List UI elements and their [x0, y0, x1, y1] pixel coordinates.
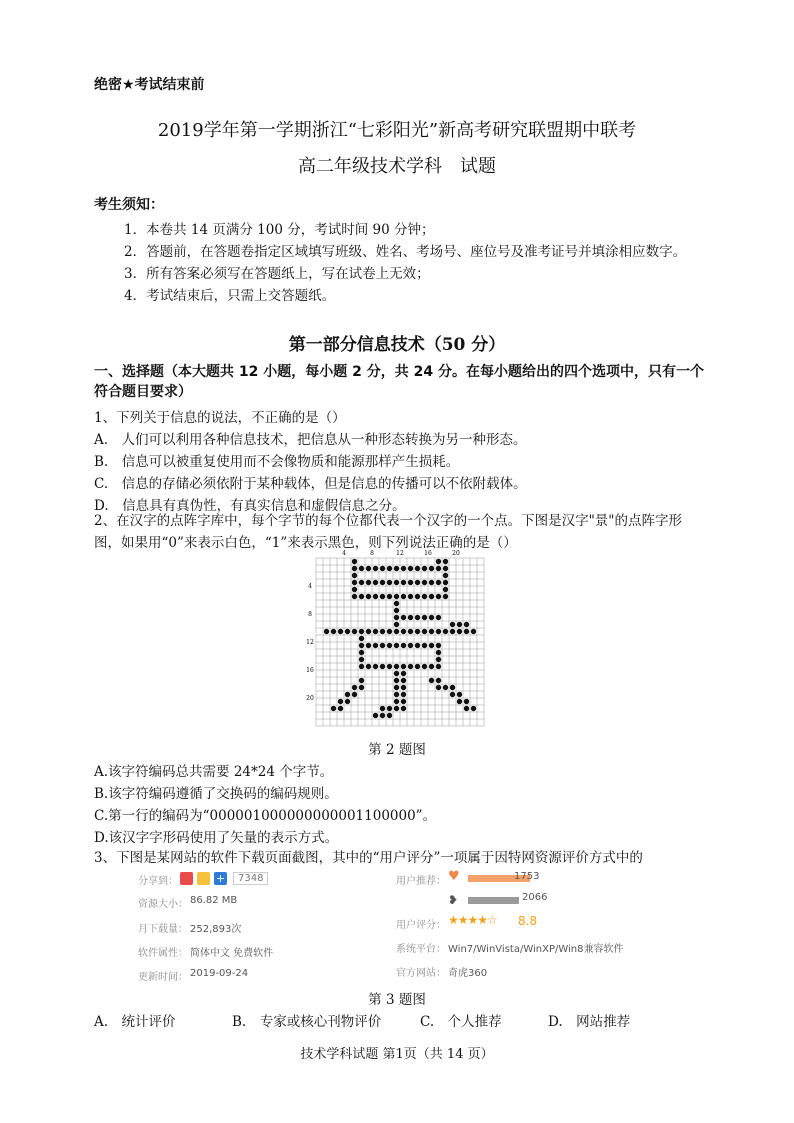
matrix-dot — [401, 580, 406, 585]
matrix-dot — [408, 566, 413, 571]
matrix-dot — [443, 573, 448, 578]
matrix-dot — [380, 580, 385, 585]
row-label: 20 — [306, 695, 314, 702]
matrix-dot — [457, 622, 462, 627]
matrix-dot — [422, 643, 427, 648]
matrix-dot — [345, 692, 350, 697]
recommend-label: 用户推荐： — [396, 876, 446, 887]
matrix-dot — [457, 629, 462, 634]
col-label: 4 — [342, 550, 346, 557]
matrix-dot — [387, 580, 392, 585]
matrix-dot — [401, 685, 406, 690]
size-value: 86.82 MB — [190, 895, 238, 906]
matrix-dot — [401, 699, 406, 704]
matrix-dot — [422, 629, 427, 634]
matrix-dot — [352, 580, 357, 585]
matrix-dot — [443, 566, 448, 571]
weibo-icon — [180, 872, 193, 885]
matrix-dot — [373, 629, 378, 634]
dislike-bar — [468, 897, 519, 904]
matrix-dot — [366, 580, 371, 585]
matrix-dot — [408, 643, 413, 648]
matrix-dot — [394, 706, 399, 711]
matrix-dot — [401, 566, 406, 571]
share-count: 7348 — [233, 872, 268, 885]
matrix-dot — [338, 706, 343, 711]
row-label: 12 — [306, 639, 314, 646]
matrix-dot — [443, 587, 448, 592]
matrix-dot — [394, 608, 399, 613]
matrix-dot — [380, 664, 385, 669]
matrix-dot — [352, 566, 357, 571]
platform-label: 系统平台： — [396, 944, 446, 955]
matrix-dot — [394, 629, 399, 634]
matrix-dot — [429, 580, 434, 585]
matrix-dot — [359, 636, 364, 641]
matrix-dot — [415, 594, 420, 599]
matrix-dot — [471, 629, 476, 634]
matrix-dot — [366, 594, 371, 599]
matrix-dot — [373, 643, 378, 648]
rating-value: 8.8 — [518, 914, 538, 928]
matrix-dot — [436, 629, 441, 634]
matrix-dot — [429, 678, 434, 683]
q2-option-a: A.该字符编码总共需要 24*24 个字节。 — [94, 764, 334, 780]
matrix-dot — [352, 559, 357, 564]
matrix-dot — [359, 580, 364, 585]
matrix-dot — [464, 629, 469, 634]
matrix-dot — [373, 664, 378, 669]
matrix-dot — [345, 629, 350, 634]
matrix-dot — [387, 664, 392, 669]
matrix-dot — [450, 692, 455, 697]
matrix-dot — [401, 678, 406, 683]
platform-value: Win7/WinVista/WinXP/Win8兼容软件 — [448, 944, 624, 955]
matrix-dot — [429, 629, 434, 634]
matrix-dot — [443, 629, 448, 634]
matrix-dot — [380, 713, 385, 718]
q2-stem: 2、在汉字的点阵字库中，每个字节的每个位都代表一个汉字的一个点。下图是汉字"景"的点阵字形图，如果用“0”来表示白色，“1”来表示黑色，则下列说法正确的是（） — [94, 513, 683, 551]
matrix-dot — [394, 664, 399, 669]
matrix-dot — [352, 573, 357, 578]
col-label: 12 — [396, 550, 404, 557]
matrix-dot — [394, 580, 399, 585]
col-label: 20 — [452, 550, 460, 557]
matrix-dot — [429, 615, 434, 620]
matrix-dot — [394, 671, 399, 676]
matrix-dot — [331, 706, 336, 711]
share-label: 分享到： — [138, 876, 178, 887]
matrix-dot — [366, 566, 371, 571]
notice-item: 1．本卷共 14 页满分 100 分，考试时间 90 分钟； — [124, 222, 435, 238]
matrix-dot — [359, 685, 364, 690]
matrix-dot — [359, 650, 364, 655]
matrix-dot — [464, 706, 469, 711]
row-label: 16 — [306, 667, 314, 674]
row-label: 8 — [308, 611, 312, 618]
matrix-dot — [436, 650, 441, 655]
matrix-dot — [415, 629, 420, 634]
matrix-dot — [387, 643, 392, 648]
q3-option-a: A. 统计评价 — [94, 1014, 176, 1030]
matrix-dot — [436, 685, 441, 690]
matrix-dot — [429, 566, 434, 571]
matrix-dot — [387, 706, 392, 711]
q3-stem: 3、下图是某网站的软件下载页面截图，其中的“用户评分”一项属于因特网资源评价方式中的 — [94, 850, 643, 866]
notice-item: 3．所有答案必须写在答题纸上，写在试卷上无效； — [124, 266, 430, 282]
q3-option-d: D. 网站推荐 — [548, 1014, 631, 1030]
matrix-dot — [408, 664, 413, 669]
part-heading: 第一部分信息技术（50 分） — [288, 335, 506, 355]
matrix-dot — [359, 678, 364, 683]
matrix-dot — [429, 664, 434, 669]
matrix-dot — [359, 657, 364, 662]
matrix-dot — [380, 566, 385, 571]
matrix-dot — [436, 664, 441, 669]
q3-option-c: C. 个人推荐 — [420, 1014, 502, 1030]
notice-item: 2．答题前，在答题卷指定区域填写班级、姓名、考场号、座位号及准考证号并填涂相应数字。 — [124, 244, 687, 260]
matrix-dot — [436, 566, 441, 571]
col-label: 8 — [370, 550, 374, 557]
site-value: 奇虎360 — [448, 968, 488, 979]
matrix-dot — [359, 664, 364, 669]
matrix-dot — [401, 671, 406, 676]
matrix-dot — [338, 699, 343, 704]
dot-matrix-figure — [300, 548, 496, 730]
q2-caption: 第 2 题图 — [368, 742, 426, 758]
matrix-dot — [366, 643, 371, 648]
matrix-dot — [394, 601, 399, 606]
matrix-dot — [457, 699, 462, 704]
matrix-dot — [422, 580, 427, 585]
exam-subtitle: 高二年级技术学科 试题 — [298, 156, 496, 177]
matrix-dot — [359, 643, 364, 648]
matrix-dot — [436, 559, 441, 564]
site-label: 官方网站： — [396, 968, 446, 979]
matrix-dot — [422, 566, 427, 571]
matrix-dot — [464, 699, 469, 704]
matrix-dot — [394, 692, 399, 697]
confidential-label: 绝密★考试结束前 — [94, 77, 205, 93]
matrix-dot — [352, 587, 357, 592]
matrix-dot — [436, 678, 441, 683]
q3-caption: 第 3 题图 — [368, 992, 426, 1008]
matrix-dot — [338, 629, 343, 634]
matrix-dot — [450, 629, 455, 634]
matrix-dot — [352, 629, 357, 634]
matrix-dot — [443, 594, 448, 599]
matrix-dot — [387, 566, 392, 571]
matrix-dot — [422, 664, 427, 669]
matrix-dot — [359, 566, 364, 571]
matrix-dot — [331, 629, 336, 634]
matrix-dot — [415, 566, 420, 571]
qzone-star-icon — [197, 872, 210, 885]
matrix-dot — [436, 594, 441, 599]
matrix-dot — [429, 643, 434, 648]
matrix-dot — [352, 692, 357, 697]
matrix-dot — [359, 629, 364, 634]
matrix-dot — [457, 692, 462, 697]
matrix-dot — [373, 594, 378, 599]
dislike-count: 2066 — [522, 892, 548, 903]
q2-option-d: D.该汉字字形码使用了矢量的表示方式。 — [94, 830, 339, 846]
matrix-dot — [408, 629, 413, 634]
matrix-dot — [443, 580, 448, 585]
broken-heart-icon: ❥ — [448, 893, 459, 907]
matrix-dot — [401, 692, 406, 697]
size-label: 资源大小： — [138, 899, 188, 910]
update-value: 2019-09-24 — [190, 968, 249, 979]
matrix-dot — [394, 566, 399, 571]
heart-icon: ♥ — [448, 869, 460, 884]
matrix-dot — [464, 622, 469, 627]
q2-option-c: C.第一行的编码为“000001000000000001100000”。 — [94, 808, 437, 824]
col-label: 16 — [424, 550, 432, 557]
download-page-screenshot — [130, 866, 660, 984]
exam-title: 2019学年第一学期浙江“七彩阳光”新高考研究联盟期中联考 — [157, 120, 637, 141]
matrix-dot — [380, 629, 385, 634]
matrix-dot — [380, 706, 385, 711]
row-label: 4 — [308, 583, 312, 590]
rating-stars: ★★★★☆ — [448, 913, 497, 927]
section-heading: 一、选择题（本大题共 12 小题，每小题 2 分，共 24 分。在每小题给出的四个选项中，只有一个符合题目要求） — [94, 364, 704, 400]
matrix-dot — [387, 594, 392, 599]
matrix-dot — [324, 629, 329, 634]
monthly-label: 月下载量： — [138, 924, 188, 935]
attr-label: 软件属性： — [138, 948, 188, 959]
matrix-dot — [394, 643, 399, 648]
matrix-dot — [394, 699, 399, 704]
q1-option-b: B. 信息可以被重复使用而不会像物质和能源那样产生损耗。 — [94, 454, 460, 470]
q1-option-c: C. 信息的存储必须依附于某种载体，但是信息的传播可以不依附载体。 — [94, 476, 527, 492]
matrix-dot — [443, 559, 448, 564]
q3-option-b: B. 专家或核心刊物评价 — [232, 1014, 382, 1030]
q1-option-d: D. 信息具有真伪性，有真实信息和虚假信息之分。 — [94, 498, 406, 514]
matrix-dot — [415, 664, 420, 669]
like-count: 1753 — [514, 871, 540, 882]
q1-option-a: A. 人们可以利用各种信息技术，把信息从一种形态转换为另一种形态。 — [94, 432, 527, 448]
matrix-dot — [380, 594, 385, 599]
matrix-dot — [415, 615, 420, 620]
matrix-dot — [436, 580, 441, 585]
matrix-dot — [401, 706, 406, 711]
matrix-dot — [436, 643, 441, 648]
matrix-dot — [422, 615, 427, 620]
matrix-dot — [401, 594, 406, 599]
plus-icon: + — [215, 872, 226, 885]
monthly-value: 252,893次 — [190, 924, 242, 935]
matrix-dot — [408, 615, 413, 620]
matrix-dot — [366, 664, 371, 669]
matrix-dot — [471, 706, 476, 711]
matrix-dot — [366, 629, 371, 634]
matrix-dot — [394, 685, 399, 690]
matrix-dot — [394, 678, 399, 683]
matrix-dot — [373, 580, 378, 585]
matrix-dot — [401, 664, 406, 669]
matrix-dot — [359, 594, 364, 599]
matrix-dot — [373, 566, 378, 571]
matrix-dot — [387, 713, 392, 718]
matrix-dot — [401, 643, 406, 648]
matrix-dot — [408, 594, 413, 599]
update-label: 更新时间： — [138, 972, 188, 983]
rating-label: 用户评分： — [396, 920, 446, 931]
q1-stem: 1、下列关于信息的说法，不正确的是（） — [94, 410, 346, 426]
matrix-dot — [401, 615, 406, 620]
matrix-dot — [436, 657, 441, 662]
matrix-dot — [436, 615, 441, 620]
matrix-dot — [352, 594, 357, 599]
matrix-dot — [394, 622, 399, 627]
matrix-dot — [387, 629, 392, 634]
matrix-dot — [415, 580, 420, 585]
matrix-dot — [394, 615, 399, 620]
matrix-dot — [401, 629, 406, 634]
matrix-dot — [380, 643, 385, 648]
matrix-dot — [422, 594, 427, 599]
matrix-dot — [352, 685, 357, 690]
matrix-dot — [429, 594, 434, 599]
notice-item: 4．考试结束后，只需上交答题纸。 — [124, 288, 336, 304]
matrix-dot — [394, 594, 399, 599]
attr-value: 简体中文 免费软件 — [190, 948, 274, 959]
matrix-dot — [443, 685, 448, 690]
page-footer: 技术学科试题 第1页（共 14 页） — [300, 1047, 494, 1062]
notice-heading: 考生须知： — [94, 197, 164, 213]
matrix-dot — [450, 685, 455, 690]
matrix-dot — [345, 699, 350, 704]
q2-option-b: B.该字符编码遵循了交换码的编码规则。 — [94, 786, 338, 802]
matrix-dot — [373, 713, 378, 718]
matrix-dot — [408, 580, 413, 585]
matrix-dot — [415, 643, 420, 648]
matrix-dot — [450, 622, 455, 627]
